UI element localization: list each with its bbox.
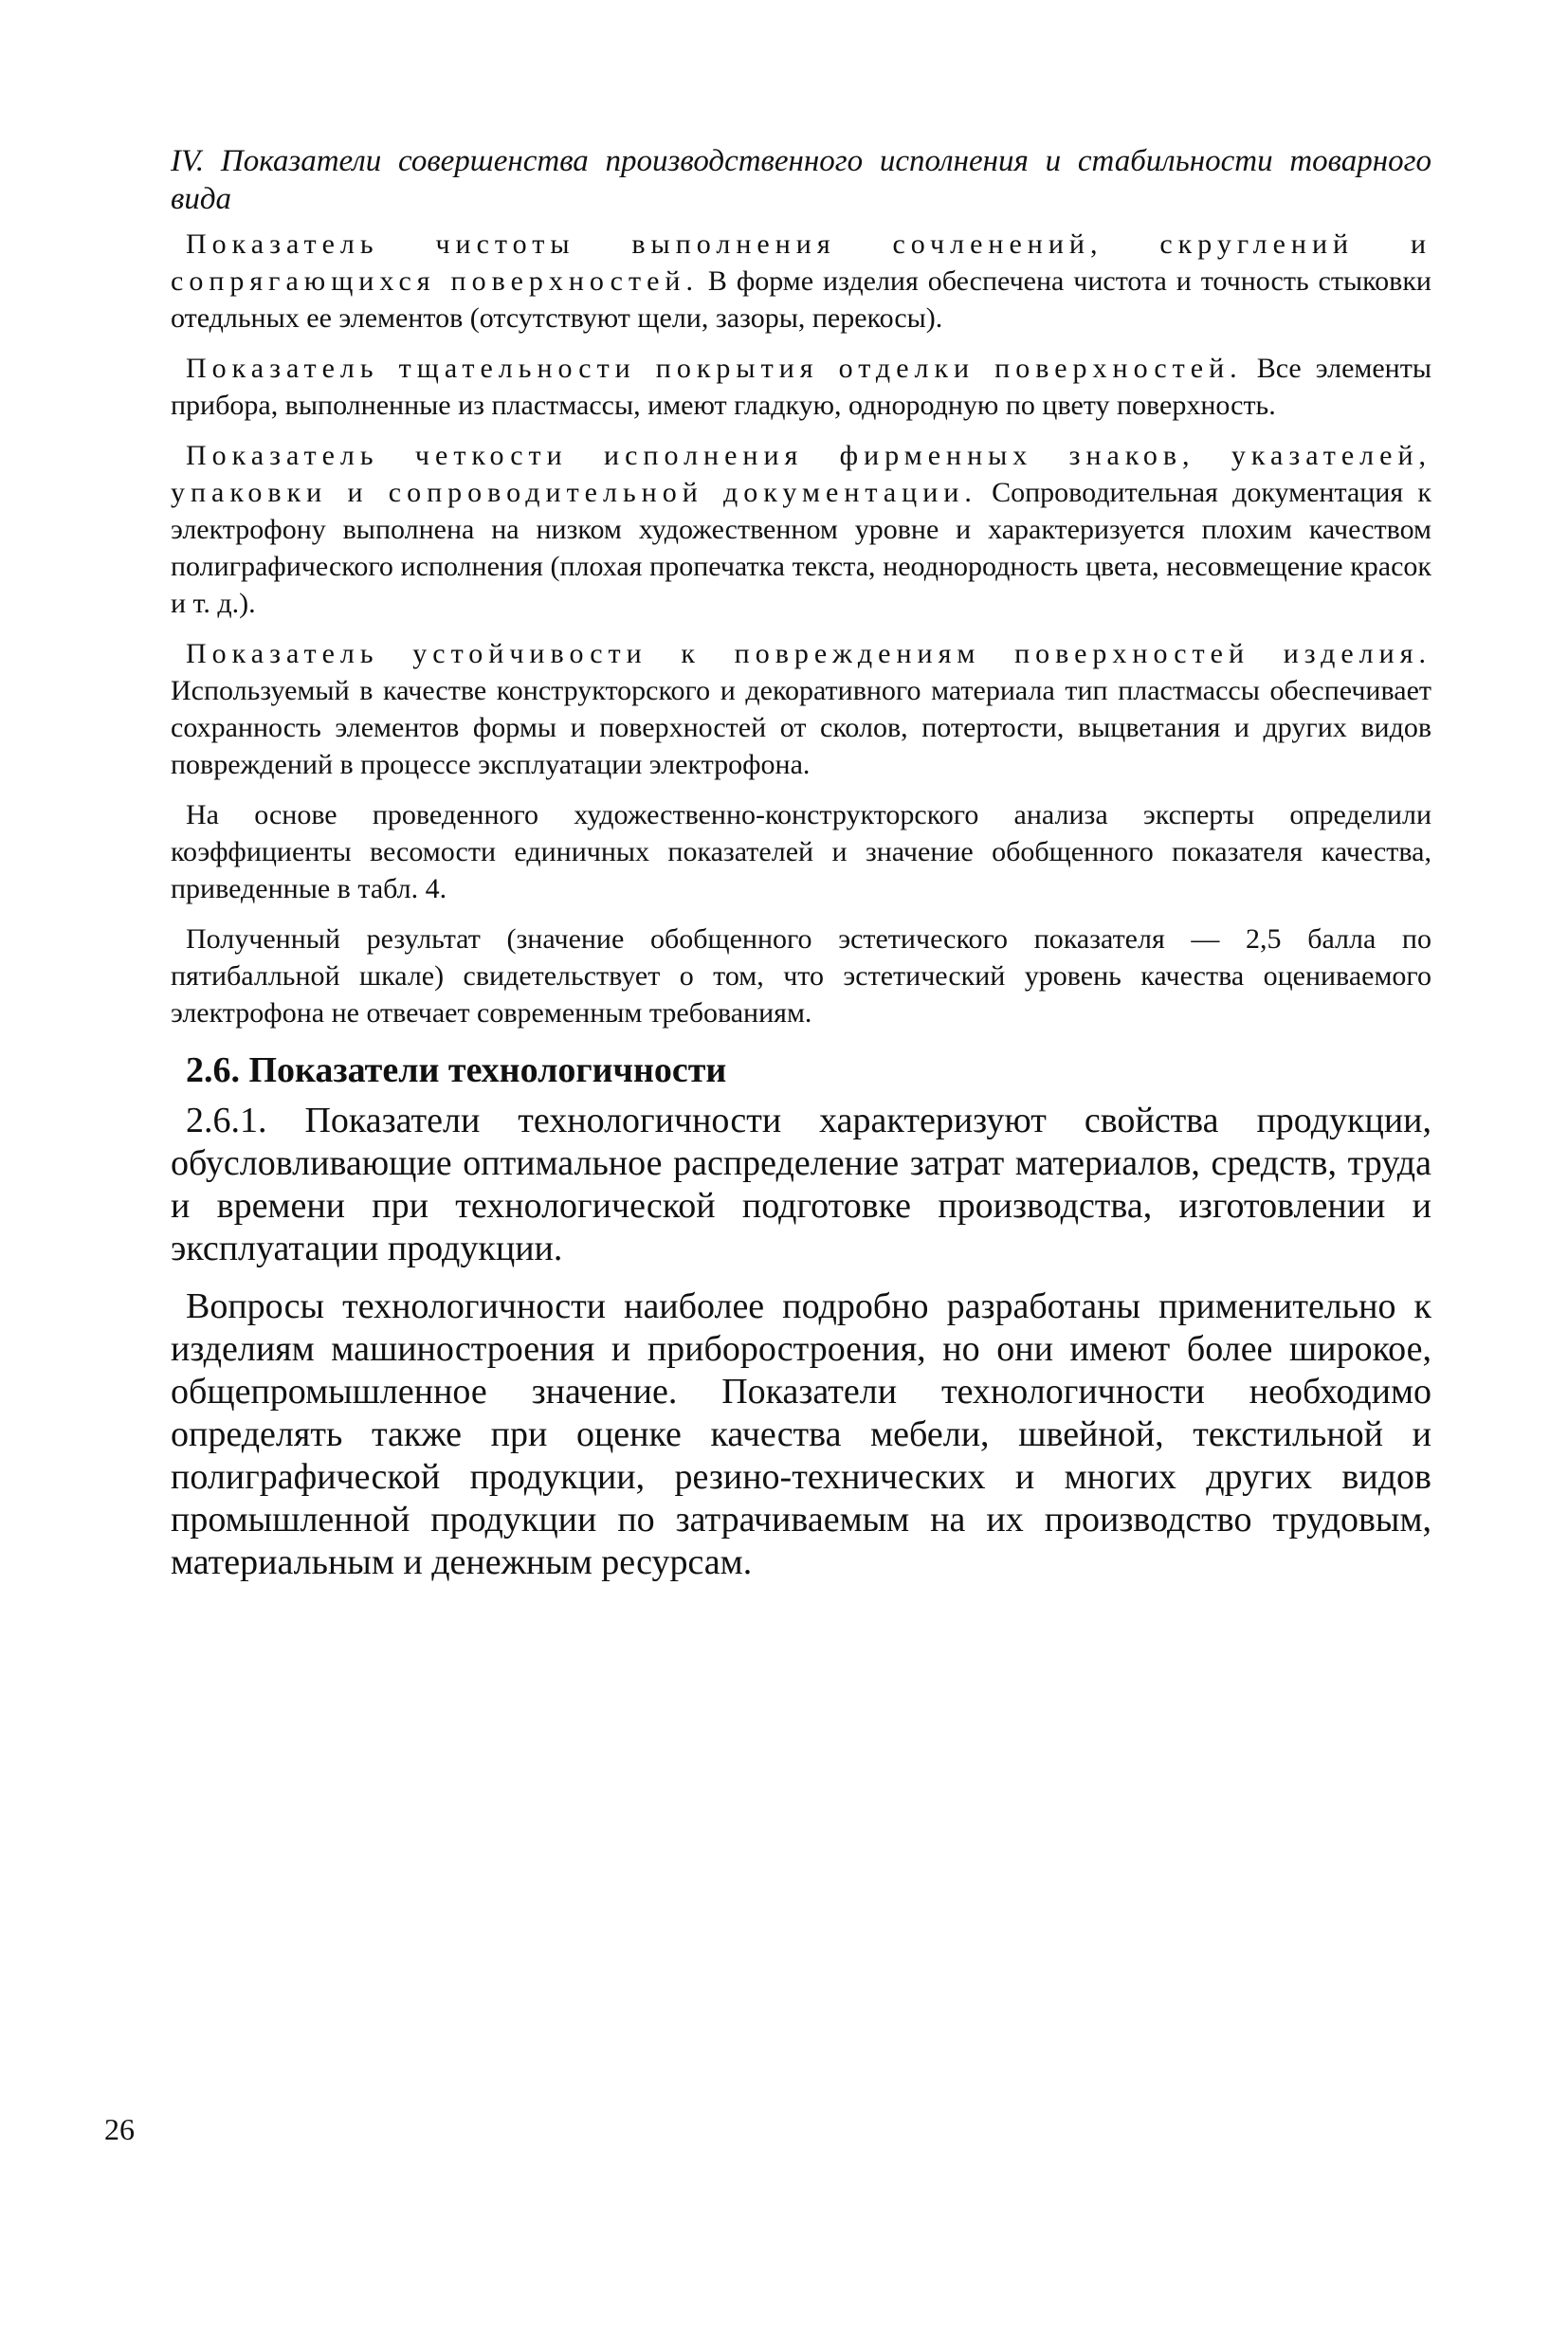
paragraph-definition: 2.6.1. Показатели технологичности характеризуют свойства продукции, обусловливающие оптимальное распределение затрат материалов, средств, труда и времени при технологической подготовке производства, изготовлении и эксплуатации продукции. <box>171 1101 1431 1268</box>
paragraph-applications: Вопросы технологичности наиболее подробно разработаны применительно к изделиям машиностроения и приборостроения, но они имеют более широкое, общепромышленное значение. Показатели технологичности необходимо определять также при оценке качества мебели, швейной, текстильной и полиграфической продукции, резино-технических и многих других видов промышленной продукции по затрачиваемым на их производство трудовым, материальным и денежным ресурсам. <box>171 1286 1431 1582</box>
section-number: 2.6. <box>186 1050 240 1090</box>
section-title-text: Показатели технологичности <box>248 1050 727 1090</box>
paragraph-coating <box>171 350 1431 424</box>
text-coating: Все элементы прибора, выполненные из пластмассы, имеют гладкую, однородную по цвету поверхность. <box>171 353 1432 421</box>
paragraph-durability <box>171 635 1431 783</box>
paragraph-experts: На основе проведенного художественно-конструкторского анализа эксперты определили коэффициенты весомости единичных показателей и значение обобщенного показателя качества, приведенные в табл. 4. <box>171 799 1431 904</box>
subsection-heading: IV. Показатели совершенства производственного исполнения и стабильности товарного вида <box>171 144 1431 216</box>
page-content <box>171 142 1431 1599</box>
text-durability: Используемый в качестве конструкторского и декоративного материала тип пластмассы обеспечивает сохранность элементов формы и поверхностей от сколов, потертости, выцветания и других видов повреждений в процессе эксплуатации электрофона. <box>171 675 1431 780</box>
page-number: 26 <box>104 2112 135 2146</box>
paragraph-cleanliness <box>171 226 1431 337</box>
paragraph-result: Полученный результат (значение обобщенного эстетического показателя — 2,5 балла по пятибалльной шкале) свидетельствует о том, что эстетический уровень качества оцениваемого электрофона не отвечает современным требованиям. <box>171 923 1431 1029</box>
text-markings: Сопроводительная документация к электрофону выполнена на низком художественном уровне и характеризуется плохим качеством полиграфического исполнения (плохая пропечатка текста, неоднородность цвета, несовмещение красок и т. д.). <box>171 477 1432 619</box>
text-cleanliness: В форме изделия обеспечена чистота и точность стыковки отедльных ее элементов (отсутствуют щели, зазоры, перекосы). <box>171 265 1431 334</box>
term-coating: Показатель тщательности покрытия отделки поверхностей. <box>186 353 1243 384</box>
section-title <box>186 1048 1431 1092</box>
term-durability: Показатель устойчивости к повреждениям поверхностей изделия. <box>186 638 1431 669</box>
term-cleanliness: Показатель чистоты выполнения сочленений, скруглений и сопрягающихся поверхностей. <box>171 228 1431 297</box>
term-markings: Показатель четкости исполнения фирменных знаков, указателей, упаковки и сопроводительной документации. <box>171 440 1431 508</box>
paragraph-markings <box>171 437 1431 622</box>
